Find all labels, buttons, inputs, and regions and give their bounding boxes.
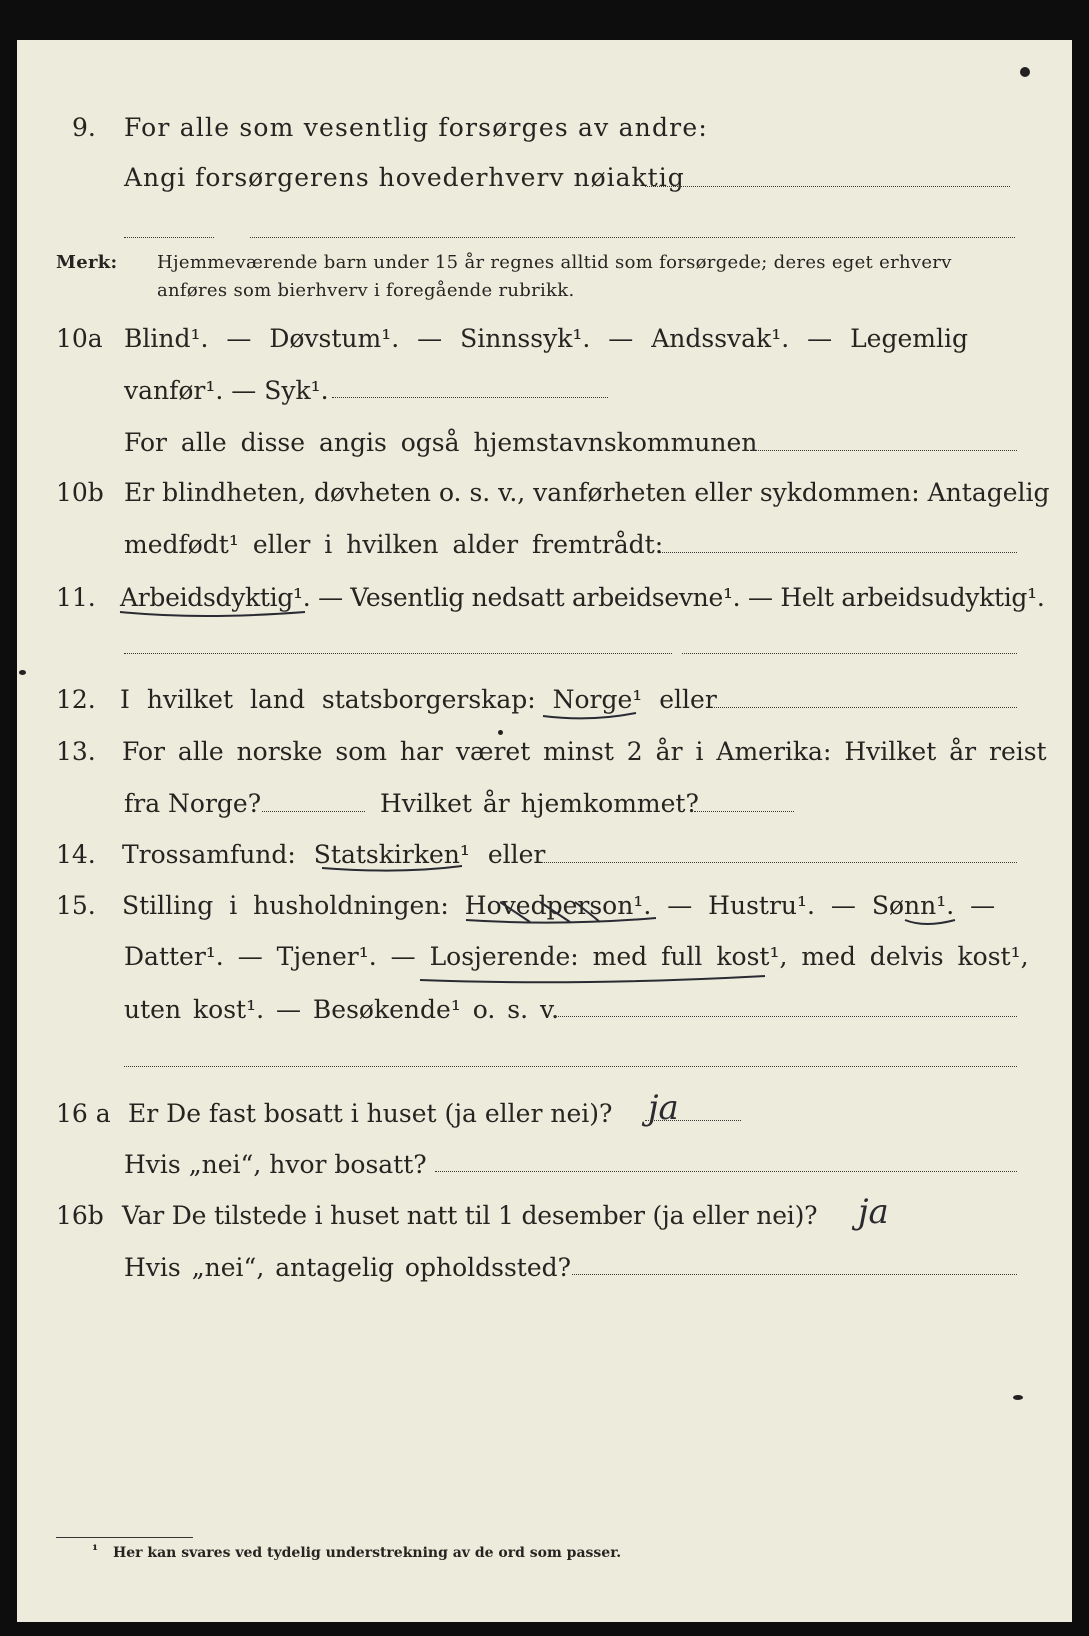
q9-extra-line-a (124, 237, 214, 238)
q15-line1: Stilling i husholdningen: Hovedperson¹. — Hustru¹. — Sønn¹. — (122, 891, 996, 920)
merk-label: Merk: (56, 252, 118, 273)
q9-extra-line-b (250, 237, 1015, 238)
q11-extra-line-a (124, 653, 672, 654)
merk-line1: Hjemmeværende barn under 15 år regnes alltid som forsørgede; deres eget erhverv (157, 252, 952, 273)
q16b-line2: Hvis „nei“, antagelig opholdssted? (124, 1253, 572, 1282)
q16b-handwritten-answer: ja (858, 1192, 889, 1232)
q10b-answer-line (660, 552, 1017, 553)
q15-extra-line (124, 1066, 1017, 1067)
footnote-text: Her kan svares ved tydelig understrekning av de ord som passer. (113, 1545, 622, 1561)
q15-line3: uten kost¹. — Besøkende¹ o. s. v. (124, 995, 560, 1024)
q14-answer-line (541, 862, 1017, 863)
q16b-line1: Var De tilstede i huset natt til 1 desember (ja eller nei)? (122, 1201, 818, 1230)
ink-speck (498, 730, 503, 735)
q10a-line1: Blind¹. — Døvstum¹. — Sinnssyk¹. — Andssvak¹. — Legemlig (124, 324, 968, 353)
q13-right-answer-line (694, 811, 794, 812)
q10a-home-line (745, 450, 1017, 451)
q9-number: 9. (72, 113, 96, 142)
q16a-line2: Hvis „nei“, hvor bosatt? (124, 1150, 427, 1179)
q12-number: 12. (56, 685, 96, 714)
q10a-line3: For alle disse angis også hjemstavnskommunen (124, 428, 758, 457)
q13-left-answer-line (262, 811, 365, 812)
footnote-rule (56, 1537, 193, 1538)
ink-speck (1013, 1395, 1023, 1400)
q13-line2b: Hvilket år hjemkommet? (380, 789, 699, 818)
q10b-line1: Er blindheten, døvheten o. s. v., vanførheten eller sykdommen: Antagelig (124, 478, 1050, 507)
q16a-number: 16 a (56, 1099, 111, 1128)
q11-number: 11. (56, 583, 96, 612)
q10a-line2: vanfør¹. — Syk¹. (124, 376, 329, 405)
ink-speck (19, 670, 26, 675)
q10a-answer-line (332, 397, 608, 398)
q9-answer-line (645, 186, 1010, 187)
q11-line1: Arbeidsdyktig¹. — Vesentlig nedsatt arbeidsevne¹. — Helt arbeidsudyktig¹. (120, 583, 1045, 612)
q10b-line2: medfødt¹ eller i hvilken alder fremtrådt: (124, 530, 664, 559)
q9-line1: For alle som vesentlig forsørges av andre: (124, 113, 708, 142)
q12-answer-line (712, 707, 1017, 708)
q16a-handwritten-answer: ja (648, 1088, 679, 1128)
q10b-number: 10b (56, 478, 104, 507)
footnote-marker: ¹ (92, 1543, 99, 1559)
q12-line1: I hvilket land statsborgerskap: Norge¹ eller (120, 685, 717, 714)
q15-number: 15. (56, 891, 96, 920)
q15-answer-line (555, 1016, 1017, 1017)
q11-extra-line-b (682, 653, 1017, 654)
q16b-number: 16b (56, 1201, 104, 1230)
q14-line1: Trossamfund: Statskirken¹ eller (122, 840, 546, 869)
q9-line2: Angi forsørgerens hovederhverv nøiaktig (124, 163, 685, 192)
ink-speck (1020, 67, 1030, 77)
q15-line2: Datter¹. — Tjener¹. — Losjerende: med full kost¹, med delvis kost¹, (124, 942, 1029, 971)
q13-line2a: fra Norge? (124, 789, 262, 818)
q16a-location-line (435, 1171, 1017, 1172)
q16b-location-line (572, 1274, 1017, 1275)
q14-number: 14. (56, 840, 96, 869)
q16a-line1: Er De fast bosatt i huset (ja eller nei)? (128, 1099, 613, 1128)
merk-line2: anføres som bierhverv i foregående rubrikk. (157, 280, 575, 301)
q10a-number: 10a (56, 324, 103, 353)
q16a-answer-line (645, 1120, 741, 1121)
q13-number: 13. (56, 737, 96, 766)
q13-line1: For alle norske som har været minst 2 år i Amerika: Hvilket år reist (122, 737, 1047, 766)
